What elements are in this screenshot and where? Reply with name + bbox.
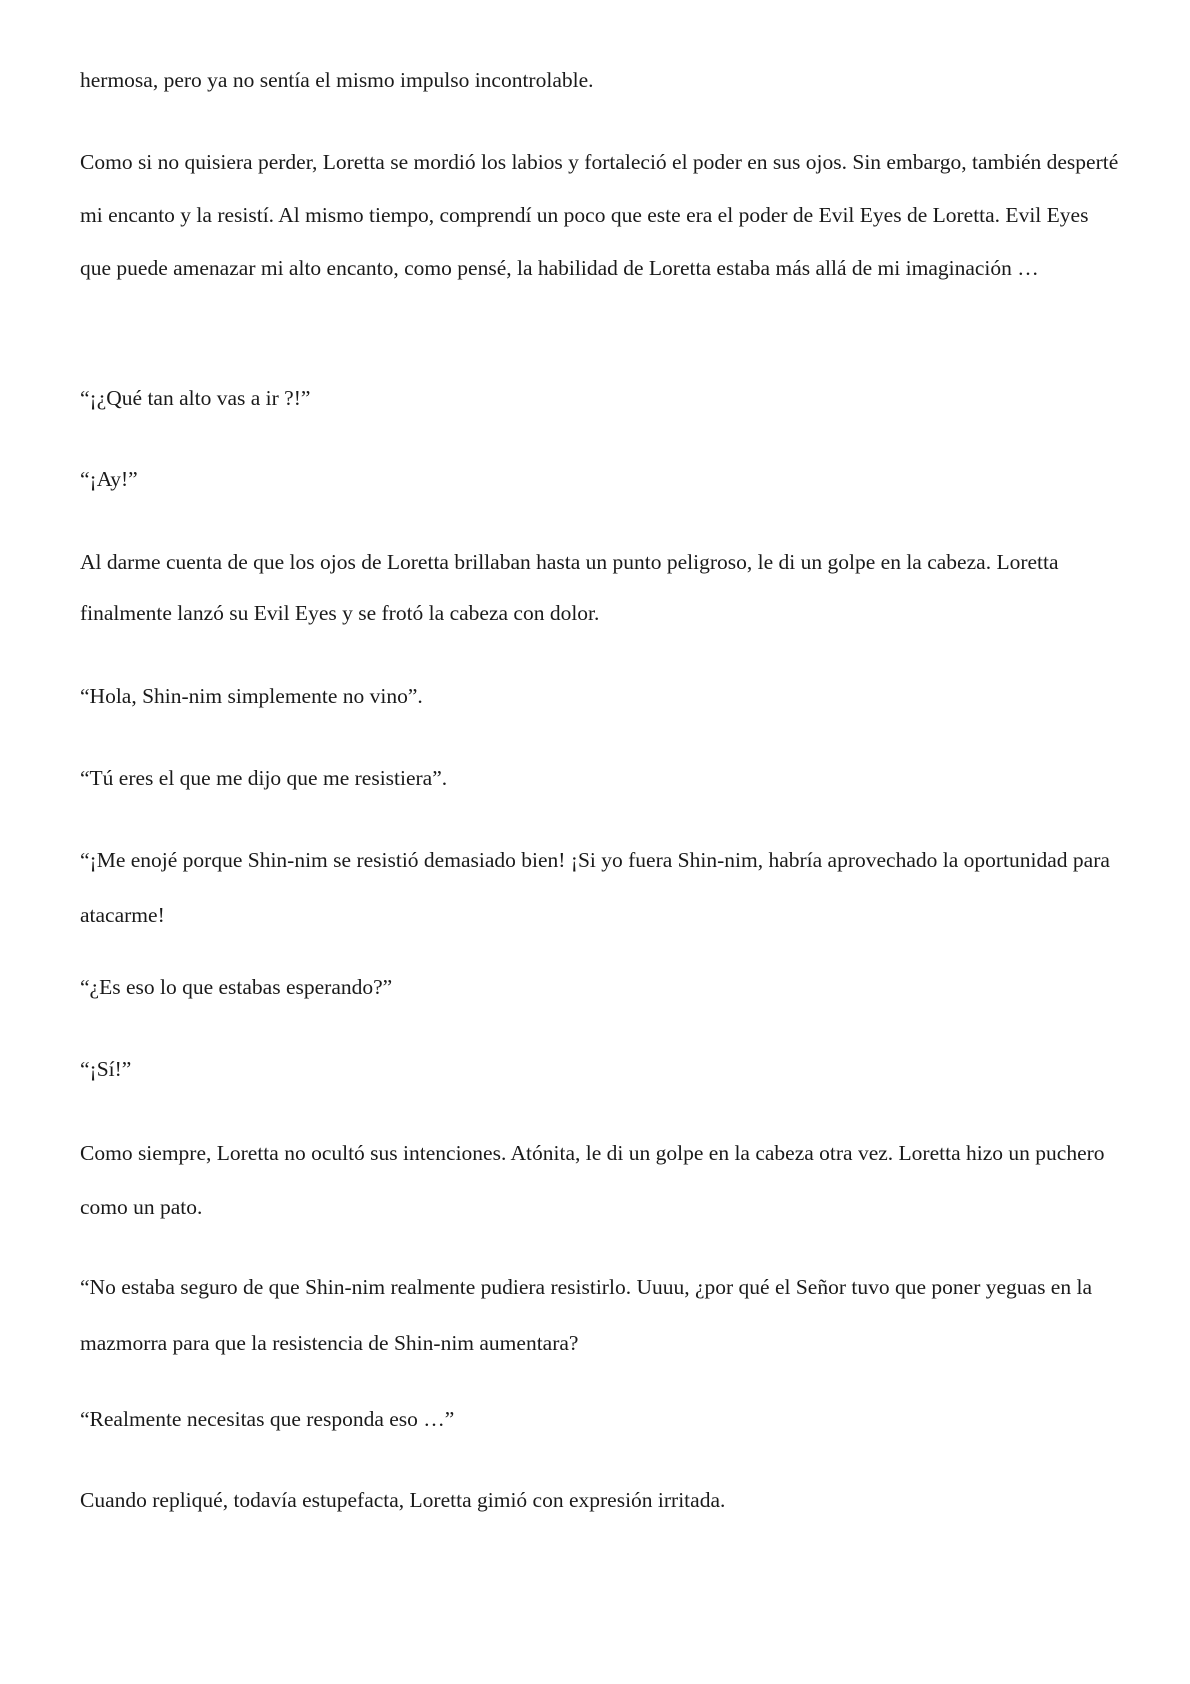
paragraph-12: “No estaba seguro de que Shin-nim realmente pudiera resistirlo. Uuuu, ¿por qué el Señor tuvo que poner yeguas en la mazmorra para que la resistencia de Shin-nim aumentara? <box>80 1275 1092 1355</box>
paragraph-5: Al darme cuenta de que los ojos de Loretta brillaban hasta un punto peligroso, le di un golpe en la cabeza. Loretta finalmente lanzó su Evil Eyes y se frotó la cabeza con dolor. <box>80 550 1059 625</box>
paragraph-7: “Tú eres el que me dijo que me resistiera”. <box>80 766 448 790</box>
paragraph-1: hermosa, pero ya no sentía el mismo impulso incontrolable. <box>80 68 594 92</box>
paragraph-6: “Hola, Shin-nim simplemente no vino”. <box>80 684 423 708</box>
paragraph-4: “¡Ay!” <box>80 467 138 491</box>
paragraph-11: Como siempre, Loretta no ocultó sus intenciones. Atónita, le di un golpe en la cabeza otra vez. Loretta hizo un puchero como un pato. <box>80 1141 1105 1219</box>
paragraph-3: “¡¿Qué tan alto vas a ir ?!” <box>80 386 311 410</box>
paragraph-10: “¡Sí!” <box>80 1057 132 1081</box>
paragraph-2: Como si no quisiera perder, Loretta se mordió los labios y fortaleció el poder en sus ojos. Sin embargo, también desperté mi encanto y la resistí. Al mismo tiempo, comprendí un poco que este era el poder de Evil Eyes de Loretta. Evil Eyes que puede amenazar mi alto encanto, como pensé, la habilidad de Loretta estaba más allá de mi imaginación … <box>80 150 1119 280</box>
paragraph-9: “¿Es eso lo que estabas esperando?” <box>80 975 393 999</box>
paragraph-8: “¡Me enojé porque Shin-nim se resistió demasiado bien! ¡Si yo fuera Shin-nim, habría aprovechado la oportunidad para atacarme! <box>80 848 1110 927</box>
paragraph-14: Cuando repliqué, todavía estupefacta, Loretta gimió con expresión irritada. <box>80 1488 726 1512</box>
paragraph-13: “Realmente necesitas que responda eso …” <box>80 1407 455 1431</box>
